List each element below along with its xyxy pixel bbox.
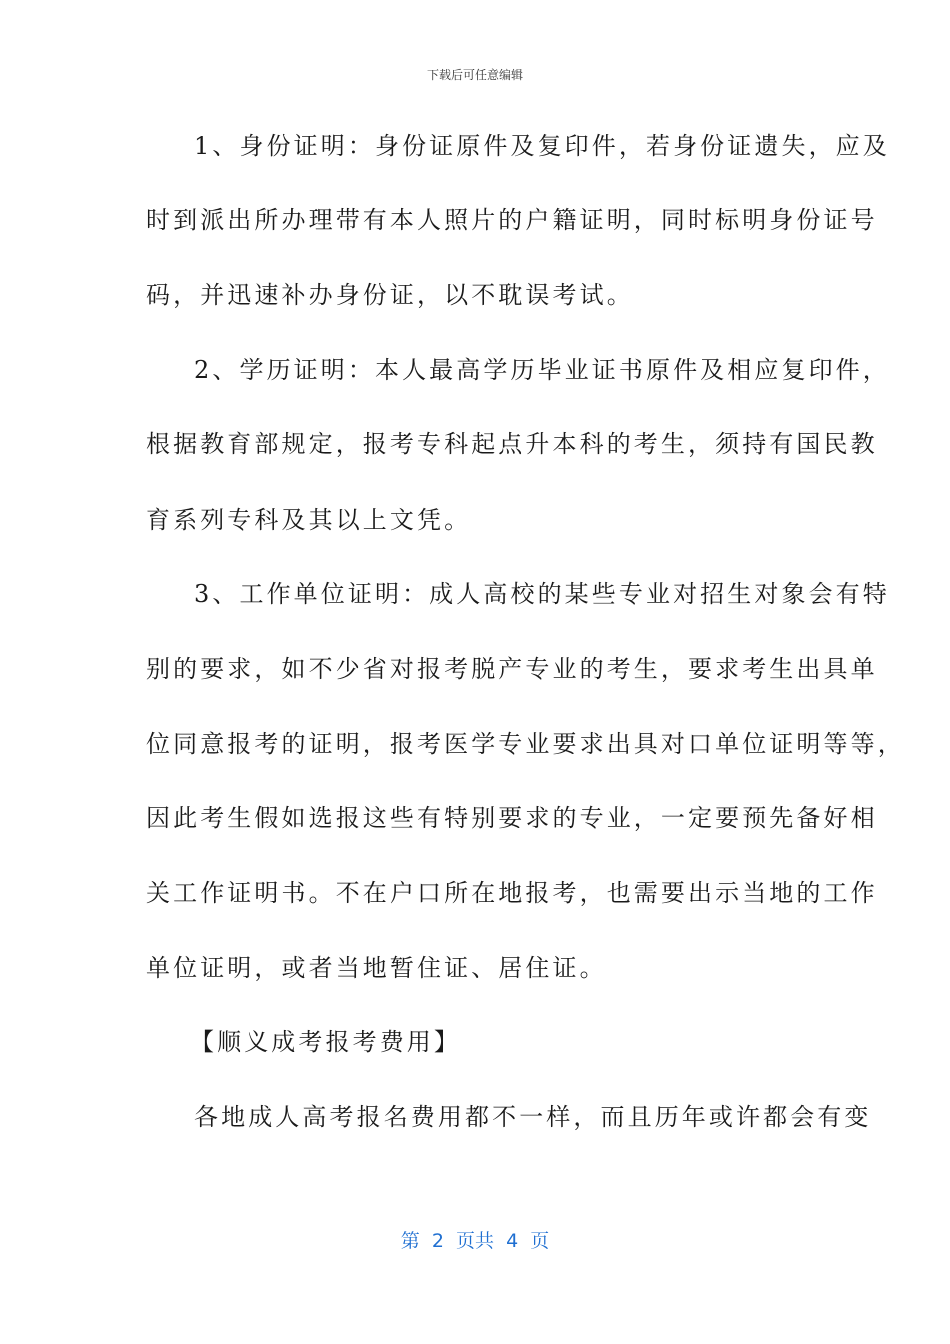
- section-heading: 【顺义成考报考费用】: [190, 1028, 461, 1056]
- paragraph-line: 1、身份证明：身份证原件及复印件，若身份证遗失，应及: [194, 132, 890, 160]
- paragraph-line: 别的要求，如不少省对报考脱产专业的考生，要求考生出具单: [146, 655, 878, 683]
- paragraph-line: 根据教育部规定，报考专科起点升本科的考生，须持有国民教: [146, 430, 878, 458]
- paragraph-line: 育系列专科及其以上文凭。: [146, 506, 472, 534]
- paragraph-line: 各地成人高考报名费用都不一样，而且历年或许都会有变: [194, 1103, 872, 1131]
- paragraph-line: 单位证明，或者当地暂住证、居住证。: [146, 954, 607, 982]
- paragraph-line: 位同意报考的证明，报考医学专业要求出具对口单位证明等等，: [146, 730, 905, 758]
- page-number: 第 2 页共 4 页: [400, 1230, 550, 1252]
- paragraph-line: 2、学历证明：本人最高学历毕业证书原件及相应复印件，: [194, 356, 890, 384]
- paragraph-line: 关工作证明书。不在户口所在地报考，也需要出示当地的工作: [146, 879, 878, 907]
- paragraph-line: 时到派出所办理带有本人照片的户籍证明，同时标明身份证号: [146, 206, 878, 234]
- paragraph-line: 因此考生假如选报这些有特别要求的专业，一定要预先备好相: [146, 804, 878, 832]
- paragraph-line: 3、工作单位证明：成人高校的某些专业对招生对象会有特: [194, 580, 890, 608]
- header-note: 下载后可任意编辑: [426, 68, 523, 82]
- paragraph-line: 码，并迅速补办身份证，以不耽误考试。: [146, 281, 634, 309]
